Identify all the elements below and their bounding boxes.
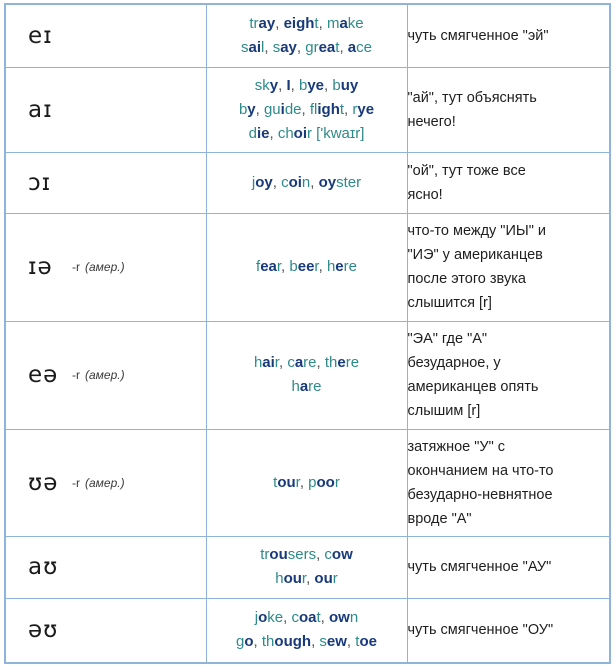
word-letters: s bbox=[272, 38, 281, 56]
phoneme-cell bbox=[5, 67, 206, 152]
word-letters: sk bbox=[254, 76, 270, 94]
word-letters: c bbox=[287, 354, 295, 371]
word-letters-highlighted: ou bbox=[283, 570, 302, 587]
example-word bbox=[299, 77, 324, 94]
american-r-note bbox=[72, 368, 125, 382]
example-word bbox=[281, 174, 310, 191]
phoneme-symbol: eɪ bbox=[28, 22, 53, 49]
examples-line: tray, eight, make bbox=[249, 14, 364, 32]
examples-line: tour, poor bbox=[273, 473, 340, 491]
american-r-mark: -r bbox=[72, 260, 80, 274]
example-word bbox=[305, 39, 339, 56]
word-letters-highlighted: a bbox=[339, 14, 348, 32]
phoneme-cell bbox=[5, 321, 206, 429]
word-letters: gr bbox=[305, 38, 319, 56]
word-letters: r bbox=[352, 100, 358, 118]
word-letters-highlighted: ew bbox=[326, 633, 347, 651]
example-word bbox=[273, 39, 297, 56]
phoneme-cell bbox=[5, 152, 206, 213]
word-letters-highlighted: ea bbox=[260, 258, 277, 275]
description-line: чуть смягченное "эй" bbox=[407, 27, 549, 44]
description-line: слышится [r] bbox=[407, 295, 492, 311]
examples-line bbox=[207, 375, 407, 399]
example-word bbox=[256, 258, 281, 275]
table-row bbox=[5, 152, 610, 213]
word-letters: re bbox=[303, 354, 317, 371]
examples-line: go, though, sew, toe bbox=[236, 633, 377, 651]
phoneme-symbol: əʊ bbox=[28, 617, 59, 644]
word-letters-highlighted: ou bbox=[269, 546, 288, 563]
example-word bbox=[255, 609, 283, 626]
word-letters: t bbox=[314, 14, 319, 32]
description-cell bbox=[407, 536, 610, 598]
word-letters: r bbox=[301, 570, 307, 587]
example-word bbox=[236, 633, 254, 650]
word-letters: ce bbox=[356, 38, 372, 56]
diphthongs-table bbox=[4, 3, 611, 664]
examples-cell bbox=[206, 67, 407, 152]
phoneme-symbol: ʊə bbox=[28, 469, 59, 496]
word-letters: th bbox=[324, 354, 338, 371]
word-letters-highlighted: ay bbox=[280, 38, 297, 56]
american-label: (амер.) bbox=[85, 475, 125, 490]
example-word bbox=[286, 77, 290, 94]
description-line: "ай", тут объяснять bbox=[407, 89, 537, 106]
american-r-mark: -r bbox=[72, 475, 80, 490]
description-line: американцев опять bbox=[407, 379, 539, 395]
description-line: слышим [r] bbox=[407, 403, 481, 419]
word-letters-highlighted: oy bbox=[318, 173, 337, 191]
word-letters-highlighted: ou bbox=[314, 570, 333, 587]
description-cell bbox=[407, 67, 610, 152]
description-line: после этого звука bbox=[407, 271, 526, 287]
examples-line: trousers, cow bbox=[260, 546, 353, 563]
word-letters: n bbox=[349, 609, 359, 627]
phoneme-symbol: eə bbox=[28, 362, 59, 388]
description-line: безударное, у bbox=[407, 355, 501, 371]
word-letters: re bbox=[308, 378, 322, 395]
word-letters-highlighted: oi bbox=[293, 124, 307, 142]
word-letters: j bbox=[254, 609, 259, 627]
description-cell bbox=[407, 4, 610, 67]
phoneme-cell bbox=[5, 598, 206, 663]
example-word bbox=[260, 546, 316, 563]
word-letters: r bbox=[276, 258, 282, 275]
word-letters-highlighted: eigh bbox=[283, 14, 315, 32]
word-letters: c bbox=[324, 546, 332, 563]
phoneme-symbol: ɔɪ bbox=[28, 169, 52, 196]
table-row bbox=[5, 429, 610, 536]
word-letters-highlighted: ow bbox=[331, 546, 353, 563]
table-row bbox=[5, 598, 610, 663]
word-letters: tr bbox=[249, 14, 259, 32]
word-letters: re bbox=[345, 354, 360, 371]
american-label: (амер.) bbox=[85, 260, 125, 274]
example-word bbox=[275, 570, 306, 587]
word-letters-highlighted: o bbox=[258, 609, 268, 627]
description-line: окончанием на что-то bbox=[407, 462, 554, 479]
word-letters-highlighted: y bbox=[269, 76, 279, 94]
word-letters: t bbox=[316, 609, 321, 627]
example-word bbox=[241, 39, 264, 56]
example-word bbox=[284, 15, 319, 32]
word-letters-highlighted: ye bbox=[307, 76, 325, 94]
phoneme-cell bbox=[5, 213, 206, 321]
word-letters: gu bbox=[263, 100, 281, 118]
word-letters-highlighted: ai bbox=[262, 354, 275, 371]
description-line: "ЭА" где "А" bbox=[407, 331, 488, 347]
description-cell bbox=[407, 213, 610, 321]
word-letters-highlighted: oa bbox=[298, 609, 317, 627]
examples-line: hour, our bbox=[275, 570, 338, 587]
description-line: нечего! bbox=[407, 113, 456, 130]
phoneme-cell bbox=[5, 429, 206, 536]
word-letters-highlighted: oi bbox=[288, 173, 302, 191]
table-row bbox=[5, 4, 610, 67]
phoneme-symbol: aɪ bbox=[28, 96, 53, 123]
word-letters-highlighted: oo bbox=[316, 473, 335, 491]
word-letters: p bbox=[308, 473, 317, 491]
word-letters-highlighted: ye bbox=[357, 100, 375, 118]
word-letters: tr bbox=[260, 546, 270, 563]
word-letters: h bbox=[326, 258, 336, 275]
examples-line: by, guide, flight, rye bbox=[238, 100, 375, 118]
description-cell bbox=[407, 152, 610, 213]
table-body bbox=[5, 4, 610, 663]
word-letters-highlighted: ay bbox=[258, 14, 276, 32]
example-word bbox=[239, 101, 256, 118]
word-letters: de bbox=[284, 100, 302, 118]
examples-line: fear, beer, here bbox=[256, 258, 357, 275]
word-letters: b bbox=[298, 76, 308, 94]
word-letters: g bbox=[236, 633, 245, 651]
example-word bbox=[329, 609, 358, 626]
word-letters-highlighted: a bbox=[294, 354, 304, 371]
example-word bbox=[327, 258, 357, 275]
example-word bbox=[327, 15, 364, 32]
example-word bbox=[289, 258, 318, 275]
example-word bbox=[310, 101, 344, 118]
example-word bbox=[348, 39, 372, 56]
word-letters: h bbox=[275, 570, 284, 587]
word-letters-highlighted: oy bbox=[255, 173, 273, 191]
word-letters: h bbox=[253, 354, 263, 371]
american-r-note bbox=[72, 476, 125, 490]
word-letters-highlighted: e bbox=[335, 258, 344, 275]
description-line: безударно-невнятное bbox=[407, 486, 553, 503]
examples-line: joke, coat, own bbox=[254, 609, 359, 627]
word-letters: r bbox=[334, 473, 340, 491]
word-letters: t bbox=[273, 473, 278, 491]
word-letters-highlighted: ou bbox=[277, 473, 296, 491]
example-word bbox=[291, 378, 321, 395]
example-word bbox=[262, 633, 311, 650]
word-letters: re bbox=[343, 258, 357, 275]
word-letters: r bbox=[314, 258, 319, 275]
word-letters-highlighted: ie bbox=[256, 124, 270, 142]
word-letters: l bbox=[261, 38, 265, 56]
description-cell bbox=[407, 598, 610, 663]
word-letters: m bbox=[326, 14, 340, 32]
examples-cell bbox=[206, 598, 407, 663]
word-letters: r bbox=[332, 570, 338, 587]
description-cell bbox=[407, 321, 610, 429]
word-letters: t bbox=[355, 633, 360, 651]
word-letters-highlighted: I bbox=[286, 76, 291, 94]
example-word bbox=[319, 174, 362, 191]
word-letters: j bbox=[251, 173, 256, 191]
word-letters: sers bbox=[287, 546, 317, 563]
word-letters-highlighted: y bbox=[247, 100, 256, 118]
word-letters: s bbox=[241, 38, 249, 56]
example-word bbox=[249, 15, 275, 32]
example-word bbox=[325, 354, 359, 371]
table-row bbox=[5, 67, 610, 152]
word-letters: d bbox=[248, 124, 257, 142]
examples-line: die, choir ['kwaɪr] bbox=[248, 124, 365, 142]
examples-line: hair, care, there bbox=[253, 354, 360, 371]
example-word bbox=[255, 77, 278, 94]
example-word bbox=[332, 77, 358, 94]
word-letters: fl bbox=[309, 100, 318, 118]
word-letters-highlighted: a bbox=[347, 38, 357, 56]
example-word bbox=[308, 474, 340, 491]
word-letters-highlighted: ai bbox=[248, 38, 262, 56]
word-letters: t bbox=[335, 38, 340, 56]
word-letters: r ['kwaɪr] bbox=[307, 124, 365, 142]
examples-cell bbox=[206, 536, 407, 598]
examples-line: sky, I, bye, buy bbox=[254, 76, 359, 94]
description-line: затяжное "У" с bbox=[407, 438, 506, 455]
example-word bbox=[352, 101, 374, 118]
example-word bbox=[314, 570, 337, 587]
phoneme-cell bbox=[5, 4, 206, 67]
example-word bbox=[254, 354, 279, 371]
word-letters: r bbox=[295, 473, 300, 491]
example-word bbox=[264, 101, 302, 118]
description-line: ясно! bbox=[407, 186, 443, 203]
example-word bbox=[319, 633, 347, 650]
american-r-mark: -r bbox=[72, 368, 80, 382]
example-word bbox=[273, 474, 300, 491]
description-cell bbox=[407, 429, 610, 536]
word-letters: s bbox=[319, 633, 327, 651]
word-letters: b bbox=[289, 258, 298, 275]
description-line: "ой", тут тоже все bbox=[407, 162, 526, 179]
example-word bbox=[355, 633, 377, 650]
example-word bbox=[249, 125, 270, 142]
word-letters: n bbox=[301, 173, 311, 191]
description-line: чуть смягченное "ОУ" bbox=[407, 622, 554, 639]
example-word bbox=[278, 125, 365, 142]
word-letters: th bbox=[261, 633, 275, 651]
example-word bbox=[252, 174, 273, 191]
example-word bbox=[287, 354, 316, 371]
examples-cell bbox=[206, 4, 407, 67]
word-letters: t bbox=[339, 100, 345, 118]
american-label: (амер.) bbox=[85, 368, 125, 382]
word-letters-highlighted: o bbox=[244, 633, 254, 651]
word-letters: h bbox=[291, 378, 300, 395]
word-letters: c bbox=[291, 609, 299, 627]
word-letters-highlighted: ea bbox=[318, 38, 336, 56]
example-word bbox=[291, 609, 320, 626]
word-letters-highlighted: e bbox=[337, 354, 346, 371]
description-line: вроде "А" bbox=[407, 510, 472, 527]
word-letters-highlighted: ow bbox=[329, 609, 350, 627]
word-letters: f bbox=[256, 258, 261, 275]
description-line: что-то между "ИЫ" и bbox=[407, 223, 546, 239]
description-line: чуть смягченное "АУ" bbox=[407, 559, 552, 575]
description-line: "ИЭ" у американцев bbox=[407, 247, 543, 263]
word-letters-highlighted: ough bbox=[274, 633, 312, 651]
phoneme-symbol: aʊ bbox=[28, 554, 59, 580]
word-letters: b bbox=[238, 100, 248, 118]
word-letters-highlighted: oe bbox=[359, 633, 377, 651]
word-letters: ster bbox=[336, 173, 362, 191]
table-row bbox=[5, 321, 610, 429]
word-letters: ke bbox=[267, 609, 284, 627]
phoneme-symbol: ɪə bbox=[28, 254, 53, 280]
word-letters-highlighted: ee bbox=[297, 258, 315, 275]
word-letters: ke bbox=[347, 14, 364, 32]
examples-line: joy, coin, oyster bbox=[251, 173, 362, 191]
examples-cell bbox=[206, 213, 407, 321]
example-word bbox=[324, 546, 352, 563]
table-row bbox=[5, 536, 610, 598]
examples-line: sail, say, great, ace bbox=[241, 38, 372, 56]
word-letters: r bbox=[274, 354, 279, 371]
phoneme-cell bbox=[5, 536, 206, 598]
word-letters-highlighted: igh bbox=[317, 100, 340, 118]
examples-cell bbox=[206, 152, 407, 213]
table-row bbox=[5, 213, 610, 321]
american-r-note bbox=[72, 260, 125, 274]
word-letters: b bbox=[332, 76, 341, 94]
word-letters: ch bbox=[277, 124, 294, 142]
word-letters: c bbox=[281, 173, 289, 191]
word-letters-highlighted: uy bbox=[340, 76, 359, 94]
word-letters-highlighted: a bbox=[299, 378, 309, 395]
examples-cell bbox=[206, 321, 407, 429]
word-letters-highlighted: i bbox=[280, 100, 285, 118]
examples-cell bbox=[206, 429, 407, 536]
